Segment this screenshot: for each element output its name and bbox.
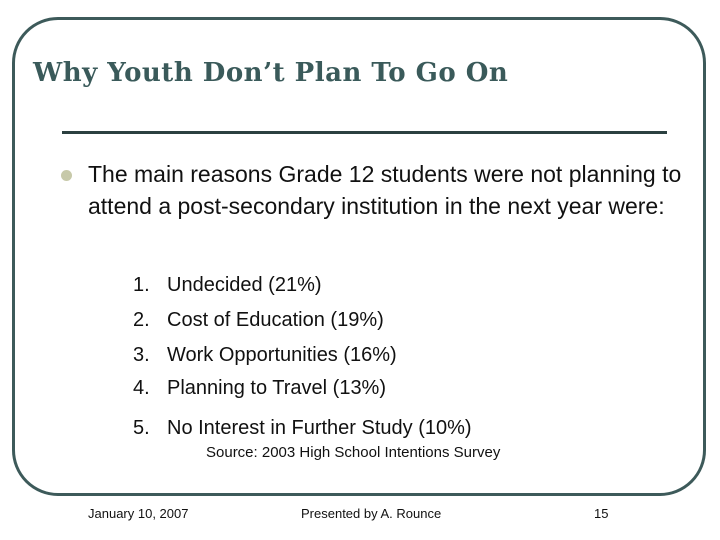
reason-item — [133, 274, 322, 297]
slide-title: Why Youth Don’t Plan To Go On — [33, 58, 509, 88]
reason-text: Cost of Education (19%) — [167, 309, 384, 331]
bullet-icon — [61, 170, 72, 181]
lead-text: The main reasons Grade 12 students were not planning to attend a post-secondary institution in the next year were: — [88, 161, 682, 219]
reason-number: 2. — [133, 309, 150, 331]
reason-text: Undecided (21%) — [167, 274, 322, 296]
source-citation: Source: 2003 High School Intentions Survey — [206, 444, 501, 461]
reason-text: Work Opportunities (16%) — [167, 344, 397, 366]
footer-presenter: Presented by A. Rounce — [301, 506, 442, 521]
reason-text: No Interest in Further Study (10%) — [167, 417, 472, 439]
reason-item — [133, 344, 397, 367]
reason-item — [133, 417, 472, 440]
reason-item — [133, 309, 384, 332]
reason-number: 3. — [133, 344, 150, 366]
footer-date: January 10, 2007 — [88, 506, 189, 521]
reason-number: 1. — [133, 274, 150, 296]
reason-item — [133, 377, 386, 400]
reason-number: 4. — [133, 377, 150, 399]
reason-number: 5. — [133, 417, 150, 439]
reason-text: Planning to Travel (13%) — [167, 377, 387, 399]
title-divider — [62, 131, 667, 134]
page-number: 15 — [594, 506, 609, 521]
